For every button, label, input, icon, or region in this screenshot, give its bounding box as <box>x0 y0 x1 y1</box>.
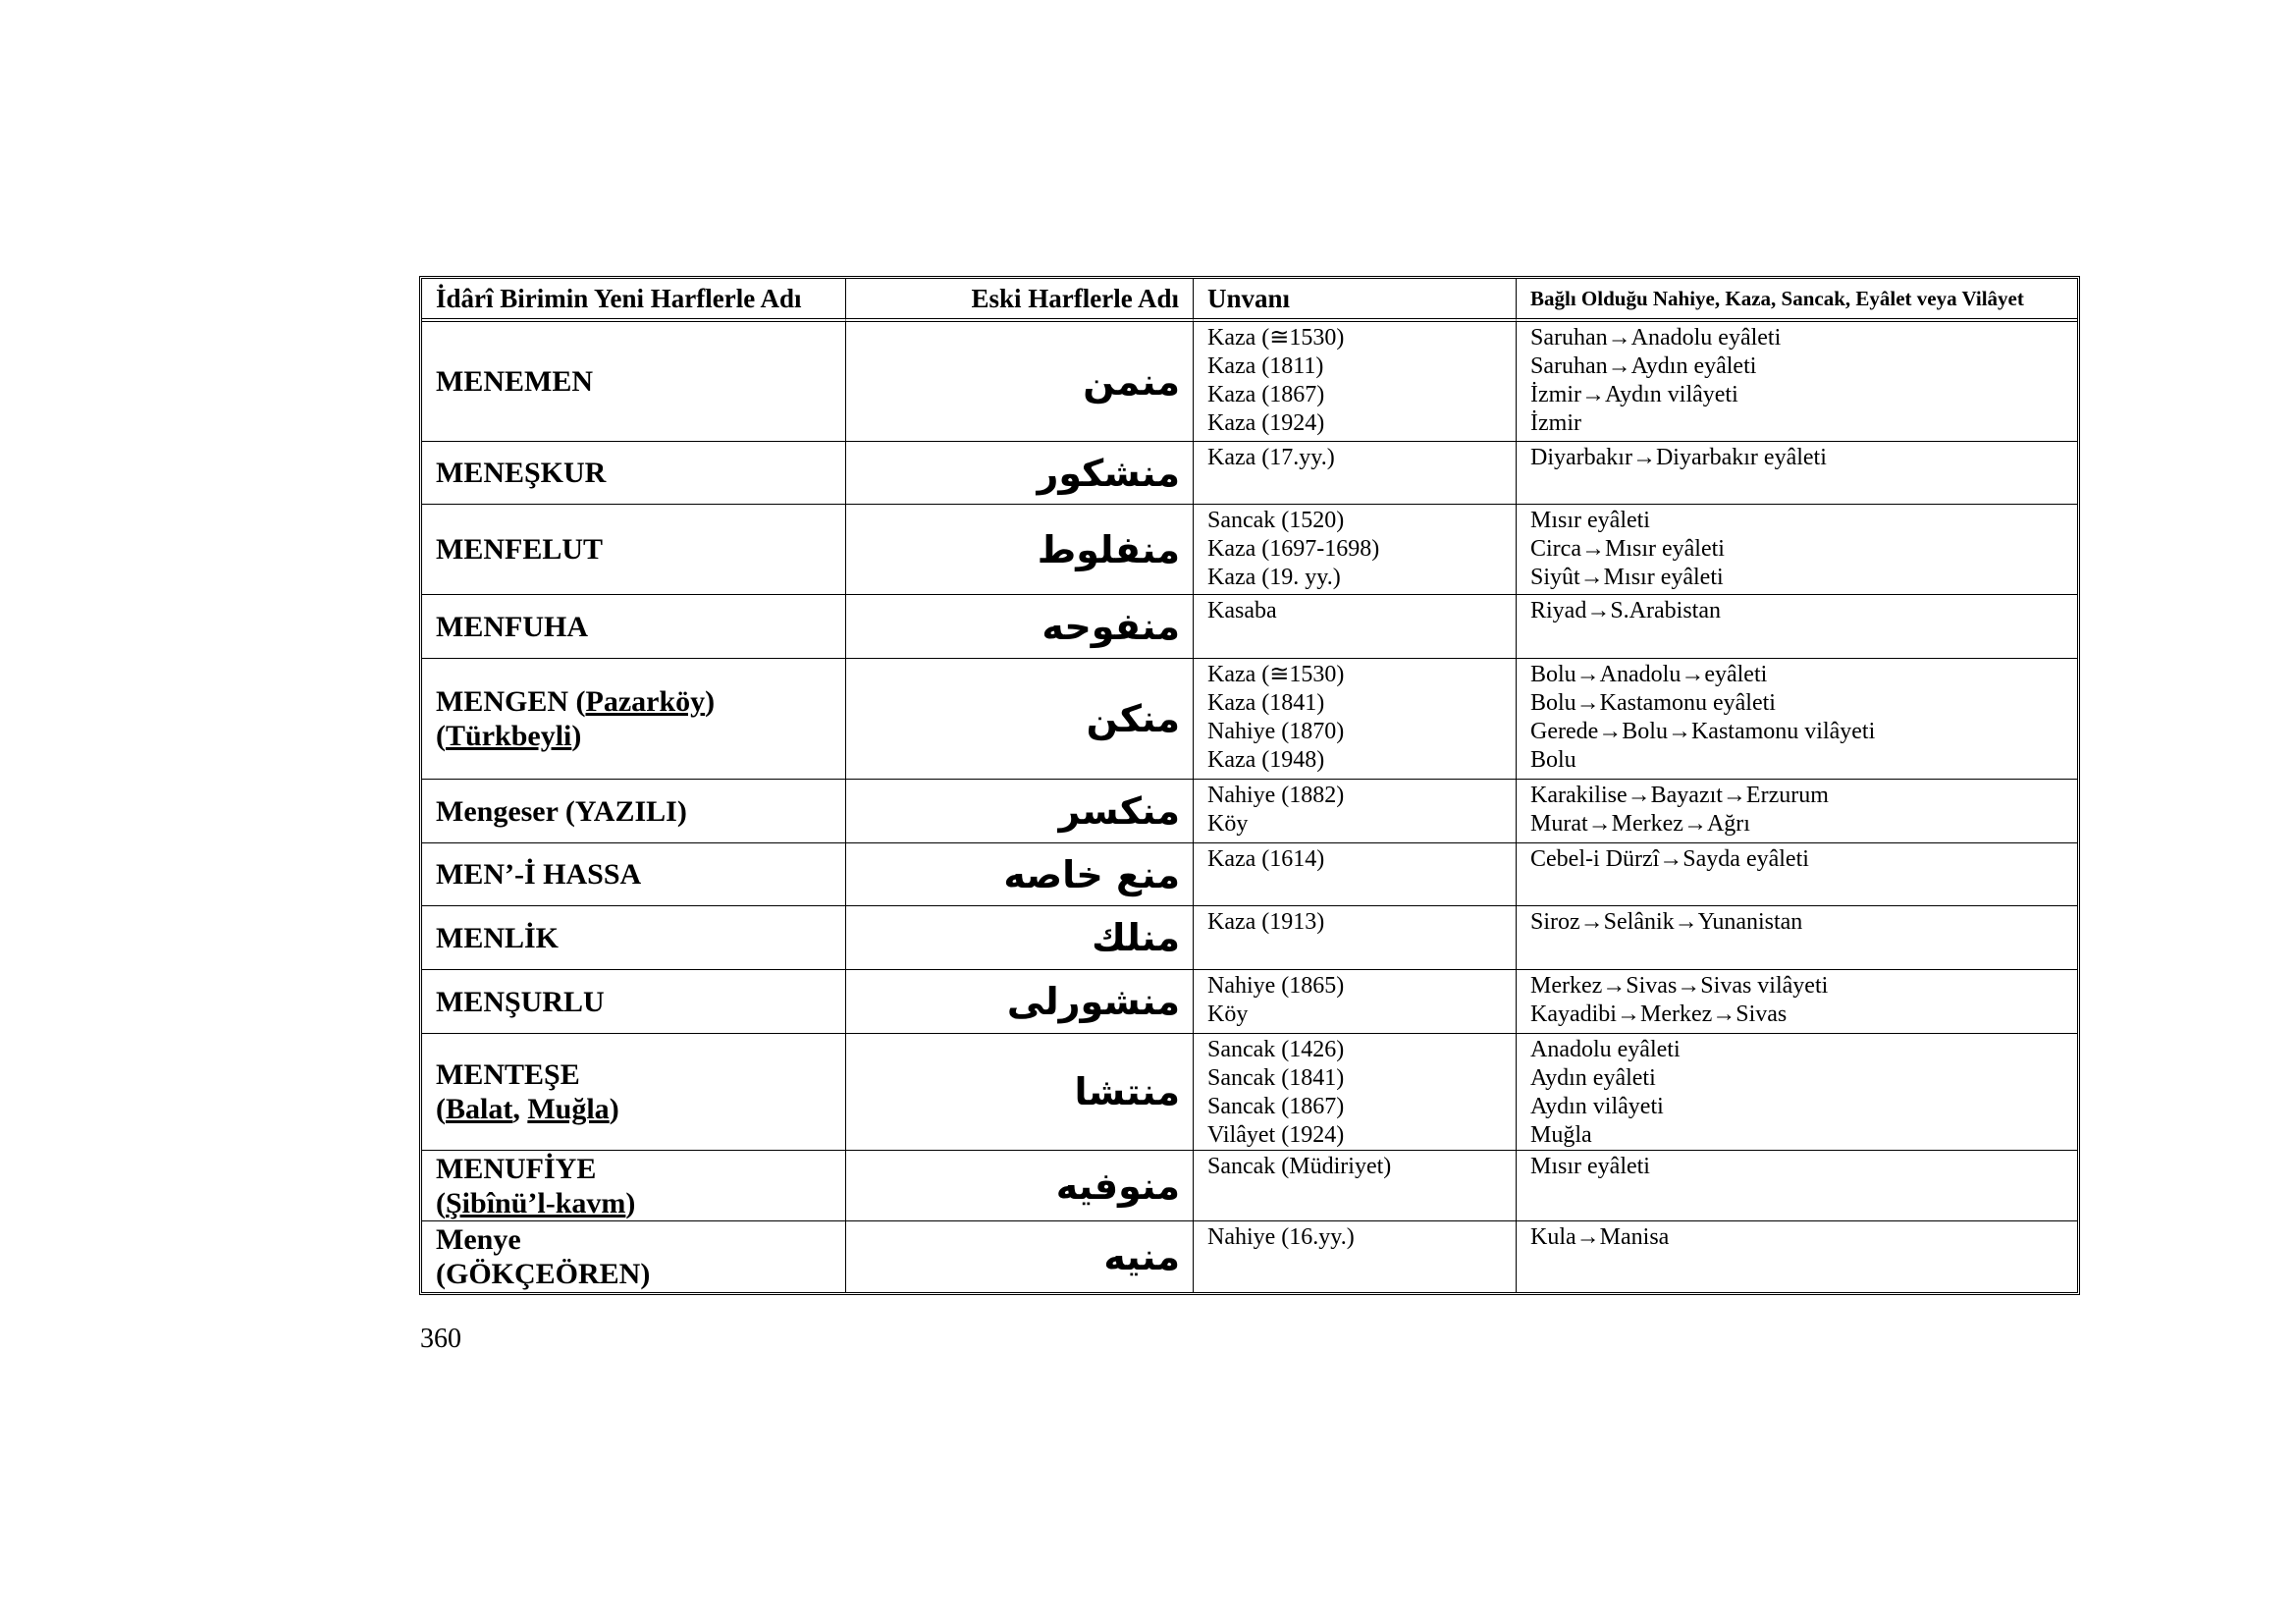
title-entry: Kaza (1948) <box>1207 747 1325 773</box>
title-list <box>1194 442 1517 505</box>
unit-name: MENEMEN <box>422 322 846 442</box>
table-row <box>422 906 2077 970</box>
parent-entry: Siroz→Selânik→Yunanistan <box>1530 909 1803 935</box>
title-entry: Kaza (1697-1698) <box>1207 536 1380 562</box>
title-entry: Nahiye (1870) <box>1207 719 1345 744</box>
header-parent: Bağlı Olduğu Nahiye, Kaza, Sancak, Eyâlet veya Vilâyet <box>1517 279 2077 322</box>
alt-name: Türkbeyli <box>446 720 572 752</box>
alt-name: Muğla <box>527 1093 610 1125</box>
title-entry: Köy <box>1207 1001 1249 1027</box>
parent-list <box>1517 442 2077 505</box>
title-entry: Kaza (1841) <box>1207 690 1325 716</box>
unit-name: MENFELUT <box>422 505 846 595</box>
title-entry: Kaza (1924) <box>1207 410 1325 436</box>
parent-entry: Saruhan→Anadolu eyâleti <box>1530 325 1782 351</box>
parent-list <box>1517 659 2077 780</box>
parent-entry: Gerede→Bolu→Kastamonu vilâyeti <box>1530 719 1876 744</box>
header-title: Unvanı <box>1194 279 1517 322</box>
table-row <box>422 505 2077 595</box>
parent-entry: Bolu→Kastamonu eyâleti <box>1530 690 1776 716</box>
parent-entry: Siyût→Mısır eyâleti <box>1530 565 1724 590</box>
parent-list <box>1517 1034 2077 1151</box>
unit-name: MENLİK <box>422 906 846 970</box>
old-script-name: منكسر <box>846 780 1194 843</box>
parent-entry: İzmir <box>1530 410 1581 436</box>
parent-entry: Merkez→Sivas→Sivas vilâyeti <box>1530 973 1829 999</box>
title-entry: Sancak (1520) <box>1207 508 1345 533</box>
old-script-name: منشورلى <box>846 970 1194 1034</box>
parent-entry: Saruhan→Aydın eyâleti <box>1530 353 1757 379</box>
parent-entry: Kayadibi→Merkez→Sivas <box>1530 1001 1788 1027</box>
table-row <box>422 1034 2077 1151</box>
old-script-name: منشكور <box>846 442 1194 505</box>
parent-entry: Bolu→Anadolu→eyâleti <box>1530 662 1768 687</box>
table-row <box>422 970 2077 1034</box>
alt-name: Pazarköy <box>585 685 706 718</box>
parent-entry: Kula→Manisa <box>1530 1224 1670 1250</box>
parent-entry: Aydın vilâyeti <box>1530 1094 1664 1119</box>
parent-list <box>1517 322 2077 442</box>
unit-name: MENFUHA <box>422 595 846 659</box>
parent-list <box>1517 1221 2077 1292</box>
old-script-name: منتشا <box>846 1034 1194 1151</box>
title-list <box>1194 595 1517 659</box>
parent-entry: Riyad→S.Arabistan <box>1530 598 1721 623</box>
parent-entry: Cebel-i Dürzî→Sayda eyâleti <box>1530 846 1809 872</box>
page-number: 360 <box>420 1324 461 1354</box>
table-row <box>422 322 2077 442</box>
parent-list <box>1517 1151 2077 1221</box>
gazetteer-table <box>419 276 2080 1295</box>
parent-list <box>1517 970 2077 1034</box>
title-list <box>1194 843 1517 906</box>
old-script-name: منع خاصه <box>846 843 1194 906</box>
title-entry: Sancak (1867) <box>1207 1094 1345 1119</box>
parent-entry: Karakilise→Bayazıt→Erzurum <box>1530 783 1829 808</box>
table-row <box>422 1221 2077 1292</box>
alt-name: Şibînü’l-kavm <box>446 1186 626 1219</box>
parent-entry: Muğla <box>1530 1122 1592 1148</box>
parent-entry: Murat→Merkez→Ağrı <box>1530 811 1750 837</box>
parent-list <box>1517 780 2077 843</box>
parent-entry: Mısır eyâleti <box>1530 1154 1650 1179</box>
unit-name: MENŞURLU <box>422 970 846 1034</box>
parent-entry: Circa→Mısır eyâleti <box>1530 536 1725 562</box>
parent-list <box>1517 843 2077 906</box>
title-entry: Kaza (1867) <box>1207 382 1325 407</box>
title-entry: Kasaba <box>1207 598 1277 623</box>
title-entry: Sancak (1426) <box>1207 1037 1345 1062</box>
unit-name: MENTEŞE (Balat, Muğla) <box>422 1034 846 1151</box>
title-list <box>1194 1151 1517 1221</box>
old-script-name: منلك <box>846 906 1194 970</box>
table-header-row <box>422 279 2077 322</box>
table-row <box>422 1151 2077 1221</box>
title-list <box>1194 780 1517 843</box>
table-row <box>422 659 2077 780</box>
title-entry: Kaza (1811) <box>1207 353 1324 379</box>
title-entry: Kaza (19. yy.) <box>1207 565 1341 590</box>
title-entry: Kaza (≅1530) <box>1207 325 1345 351</box>
header-new-name: İdârî Birimin Yeni Harflerle Adı <box>422 279 846 322</box>
title-entry: Kaza (1614) <box>1207 846 1325 872</box>
title-list <box>1194 322 1517 442</box>
old-script-name: منفلوط <box>846 505 1194 595</box>
alt-name: Balat <box>446 1093 513 1125</box>
header-old-name: Eski Harflerle Adı <box>846 279 1194 322</box>
old-script-name: منيه <box>846 1221 1194 1292</box>
parent-entry: Diyarbakır→Diyarbakır eyâleti <box>1530 445 1827 470</box>
unit-name: MENGEN (Pazarköy) (Türkbeyli) <box>422 659 846 780</box>
parent-list <box>1517 505 2077 595</box>
unit-name: Menye (GÖKÇEÖREN) <box>422 1221 846 1292</box>
table-row <box>422 843 2077 906</box>
title-entry: Nahiye (1865) <box>1207 973 1345 999</box>
parent-entry: Anadolu eyâleti <box>1530 1037 1681 1062</box>
title-entry: Köy <box>1207 811 1249 837</box>
parent-entry: Mısır eyâleti <box>1530 508 1650 533</box>
title-entry: Nahiye (1882) <box>1207 783 1345 808</box>
alt-name: (GÖKÇEÖREN) <box>436 1258 651 1290</box>
title-entry: Kaza (17.yy.) <box>1207 445 1335 470</box>
parent-entry: Aydın eyâleti <box>1530 1065 1656 1091</box>
table-row <box>422 780 2077 843</box>
title-list <box>1194 659 1517 780</box>
parent-entry: İzmir→Aydın vilâyeti <box>1530 382 1738 407</box>
title-entry: Nahiye (16.yy.) <box>1207 1224 1355 1250</box>
title-list <box>1194 970 1517 1034</box>
old-script-name: منمن <box>846 322 1194 442</box>
parent-list <box>1517 595 2077 659</box>
unit-name: MEN’-İ HASSA <box>422 843 846 906</box>
unit-name: MENUFİYE (Şibînü’l-kavm) <box>422 1151 846 1221</box>
unit-name: Mengeser (YAZILI) <box>422 780 846 843</box>
title-entry: Vilâyet (1924) <box>1207 1122 1345 1148</box>
title-entry: Sancak (Müdiriyet) <box>1207 1154 1392 1179</box>
parent-entry: Bolu <box>1530 747 1576 773</box>
title-list <box>1194 906 1517 970</box>
parent-list <box>1517 906 2077 970</box>
old-script-name: منفوحه <box>846 595 1194 659</box>
unit-name: MENEŞKUR <box>422 442 846 505</box>
table-row <box>422 442 2077 505</box>
title-entry: Kaza (≅1530) <box>1207 662 1345 687</box>
title-entry: Sancak (1841) <box>1207 1065 1345 1091</box>
table-row <box>422 595 2077 659</box>
old-script-name: منكن <box>846 659 1194 780</box>
title-list <box>1194 505 1517 595</box>
title-list <box>1194 1034 1517 1151</box>
title-list <box>1194 1221 1517 1292</box>
title-entry: Kaza (1913) <box>1207 909 1325 935</box>
old-script-name: منوفيه <box>846 1151 1194 1221</box>
